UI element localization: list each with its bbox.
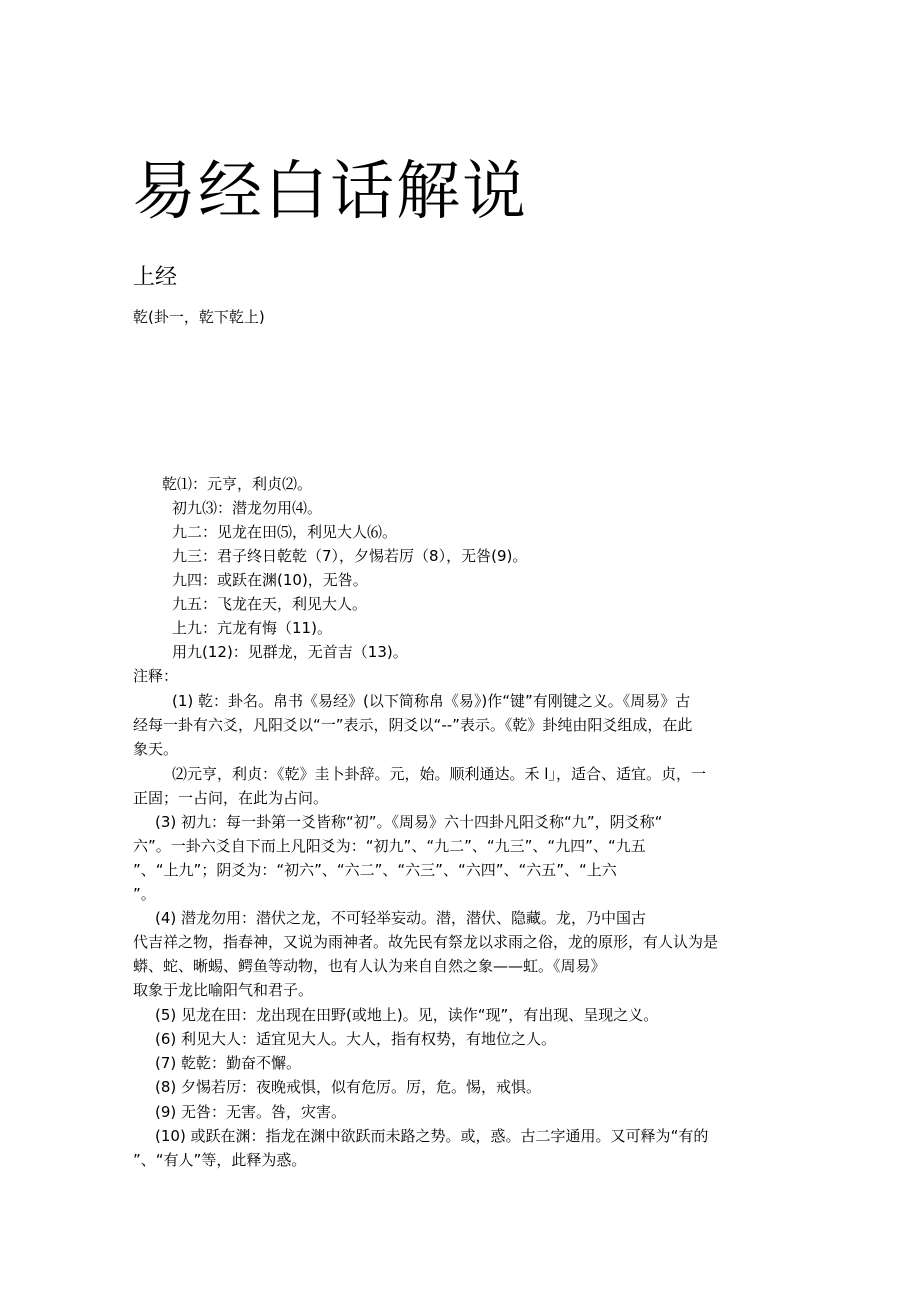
note-line: (7) 乾乾：勤奋不懈。 bbox=[155, 1054, 302, 1072]
hexagram-heading: 乾(卦一，乾下乾上) bbox=[133, 308, 265, 326]
note-line: (3) 初九：每一卦第一爻皆称“初”。《周易》六十四卦凡阳爻称“九”，阴爻称“ bbox=[155, 813, 663, 831]
line-text: 用九(12)：见群龙，无首吉（13)。 bbox=[172, 643, 408, 661]
note-line: 正固；一占问，在此为占问。 bbox=[133, 789, 329, 807]
note-line: 六”。一卦六爻自下而上凡阳爻为：“初九”、“九二”、“九三”、“九四”、“九五 bbox=[133, 837, 646, 855]
section-heading: 上经 bbox=[133, 265, 178, 290]
line-text: 九二：见龙在田⑸，利见大人⑹。 bbox=[172, 523, 398, 541]
note-line: (6) 利见大人：适宜见大人。大人，指有权势，有地位之人。 bbox=[155, 1030, 557, 1048]
document-title: 易经白话解说 bbox=[132, 155, 528, 229]
line-text: 上九：亢龙有悔（11)。 bbox=[172, 619, 332, 637]
note-line: (1) 乾：卦名。帛书《易经》(以下简称帛《易》)作“键”有刚键之义。《周易》古 bbox=[172, 692, 691, 710]
note-line: (4) 潜龙勿用：潜伏之龙，不可轻举妄动。潜，潜伏、隐藏。龙，乃中国古 bbox=[155, 909, 647, 927]
note-line: ⑵元亨，利贞：《乾》圭卜卦辞。元，始。顺利通达。禾 l」，适合、适宜。贞，一 bbox=[172, 765, 706, 783]
note-line: ”、“有人”等，此释为惑。 bbox=[133, 1151, 307, 1169]
note-line: 代吉祥之物，指春神，又说为雨神者。故先民有祭龙以求雨之俗，龙的原形，有人认为是 bbox=[133, 933, 719, 951]
line-text: 乾⑴：元亨，利贞⑵。 bbox=[162, 475, 313, 493]
notes-label: 注释： bbox=[133, 667, 179, 685]
line-text: 初九⑶：潜龙勿用⑷。 bbox=[172, 499, 323, 517]
note-line: (5) 见龙在田：龙出现在田野(或地上)。见，读作“现”，有出现、呈现之义。 bbox=[155, 1006, 659, 1024]
note-line: (9) 无咎：无害。咎，灾害。 bbox=[155, 1103, 347, 1121]
note-line: 经每一卦有六爻，凡阳爻以“一”表示，阴爻以“--”表示。《乾》卦纯由阳爻组成，在此 bbox=[133, 716, 693, 734]
note-line: 取象于龙比喻阳气和君子。 bbox=[133, 981, 314, 999]
line-text: 九五：飞龙在天，利见大人。 bbox=[172, 595, 368, 613]
line-text: 九三：君子终日乾乾（7），夕惕若厉（8），无咎(9)。 bbox=[172, 547, 528, 565]
note-line: 蟒、蛇、晰蜴、鳄鱼等动物，也有人认为来自自然之象——虹。《周易》 bbox=[133, 957, 606, 975]
line-text: 九四：或跃在渊(10)，无咎。 bbox=[172, 571, 368, 589]
note-line: ”。 bbox=[133, 885, 156, 903]
note-line: (10) 或跃在渊：指龙在渊中欲跃而未路之势。或，惑。古二字通用。又可释为“有的 bbox=[155, 1127, 709, 1145]
note-line: ”、“上九”；阴爻为：“初六”、“六二”、“六三”、“六四”、“六五”、“上六 bbox=[133, 861, 617, 879]
note-line: 象天。 bbox=[133, 740, 179, 758]
note-line: (8) 夕惕若厉：夜晚戒惧，似有危厉。厉，危。惕，戒惧。 bbox=[155, 1078, 542, 1096]
